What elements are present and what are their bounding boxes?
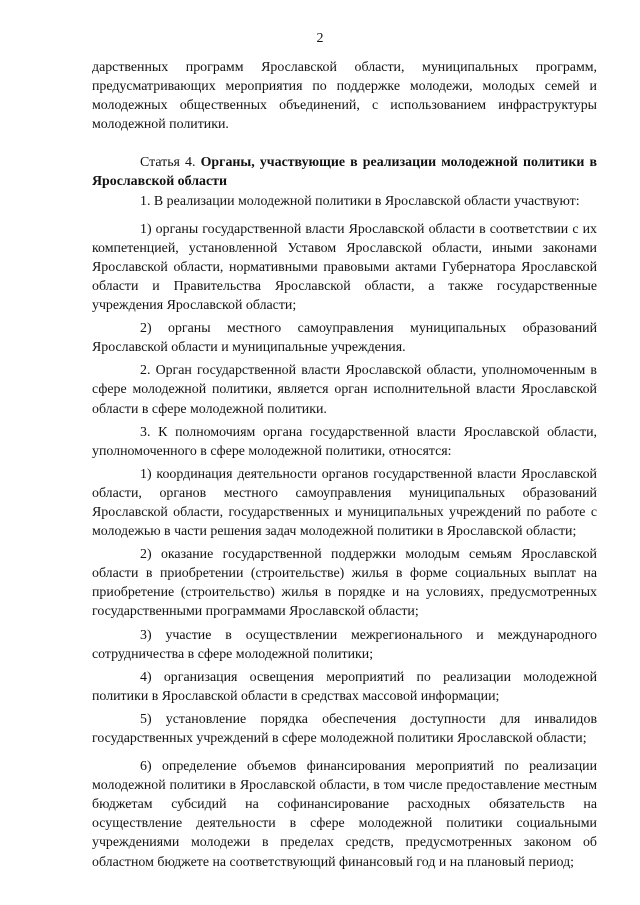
- paragraph-2: 2. Орган государственной власти Ярославской области, уполномоченным в сфере молодежной политики, является орган исполнительной власти Ярославской области в сфере молодежной политики.: [92, 363, 597, 417]
- article-title: Органы, участвующие в реализации молодежной политики в Ярославской области: [92, 155, 597, 190]
- paragraph-3: 3. К полномочиям органа государственной власти Ярославской области, уполномоченного в сфере молодежной политики, относятся:: [92, 424, 597, 459]
- paragraph-3-item-1: 1) координация деятельности органов государственной власти Ярославской области, органов местного самоуправления муниципальных образований Ярославской области, государственных и муниципальных учреждений по работе с молодежью в части решения задач молодежной политики в Ярославской области;: [92, 466, 597, 540]
- article-heading: [92, 153, 597, 191]
- paragraph-3-item-3: 3) участие в осуществлении межрегионального и международного сотрудничества в сфере молодежной политики;: [92, 627, 597, 662]
- document-body: [92, 58, 597, 872]
- article-prefix: Статья 4.: [140, 155, 201, 171]
- paragraph-1-item-1: 1) органы государственной власти Ярославской области в соответствии с их компетенцией, установленной Уставом Ярославской области, иными законами Ярославской области, нормативными правовыми актами Губернатора Ярославской области и Правительства Ярославской области, а также государственные учреждения Ярославской области;: [92, 221, 597, 314]
- intro-paragraph: дарственных программ Ярославской области, муниципальных программ, предусматривающих мероприятия по поддержке молодежи, молодых семей и молодежных общественных объединений, с использованием инфраструктуры молодежной политики.: [92, 60, 597, 133]
- paragraph-3-item-6: 6) определение объемов финансирования мероприятий по реализации молодежной политики в Ярославской области, в том числе предоставление местным бюджетам субсидий на софинансирование расходных обязательств на осуществление деятельности в сфере молодежной политики социальными учреждениями молодежи в пределах средств, предусмотренных законом об областном бюджете на соответствующий финансовый год и на плановый период;: [92, 759, 597, 870]
- paragraph-3-item-2: 2) оказание государственной поддержки молодым семьям Ярославской области в приобретении (строительстве) жилья в форме социальных выплат на приобретение (строительство) жилья в порядке и на условиях, предусмотренных государственными программами Ярославской области;: [92, 547, 597, 620]
- paragraph-1: 1. В реализации молодежной политики в Ярославской области участвуют:: [140, 193, 580, 209]
- paragraph-3-item-5: 5) установление порядка обеспечения доступности для инвалидов государственных учреждений в сфере молодежной политики Ярославской области;: [92, 711, 597, 746]
- paragraph-1-item-2: 2) органы местного самоуправления муниципальных образований Ярославской области и муниципальные учреждения.: [92, 321, 597, 356]
- page-number: 2: [316, 31, 324, 46]
- paragraph-3-item-4: 4) организация освещения мероприятий по реализации молодежной политики в Ярославской области в средствах массовой информации;: [92, 669, 597, 704]
